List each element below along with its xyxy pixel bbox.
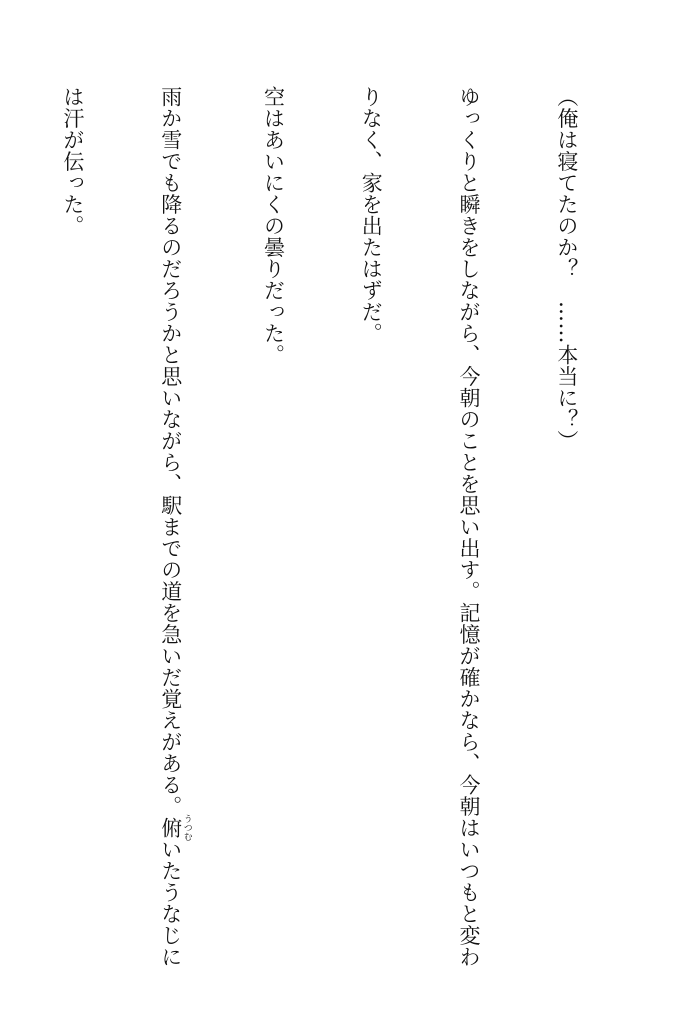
text-line-5-main: 雨か雪でも降るのだろうかと思いながら、駅までの道を急いだ覚えがある。 [158, 86, 183, 817]
text-line-1: （俺は寝てたのか？ ……本当に？） [554, 86, 579, 452]
ruby-word [158, 814, 192, 842]
ruby-base: 俯 [158, 814, 183, 842]
text-line-3: りなく、家を出たはずだ。 [359, 86, 384, 344]
text-line-2: ゆっくりと瞬きをしながら、今朝のことを思い出す。記憶が確かなら、今朝はいつもと変わ [457, 86, 482, 968]
text-line-4: 空はあいにくの曇りだった。 [261, 86, 286, 366]
ruby-reading: うつむ [181, 814, 192, 842]
vertical-text-body [0, 86, 648, 986]
text-line-6: は汗が伝った。 [60, 86, 85, 237]
ruby-after: いたうなじに [158, 838, 183, 968]
text-line-5 [154, 86, 192, 986]
